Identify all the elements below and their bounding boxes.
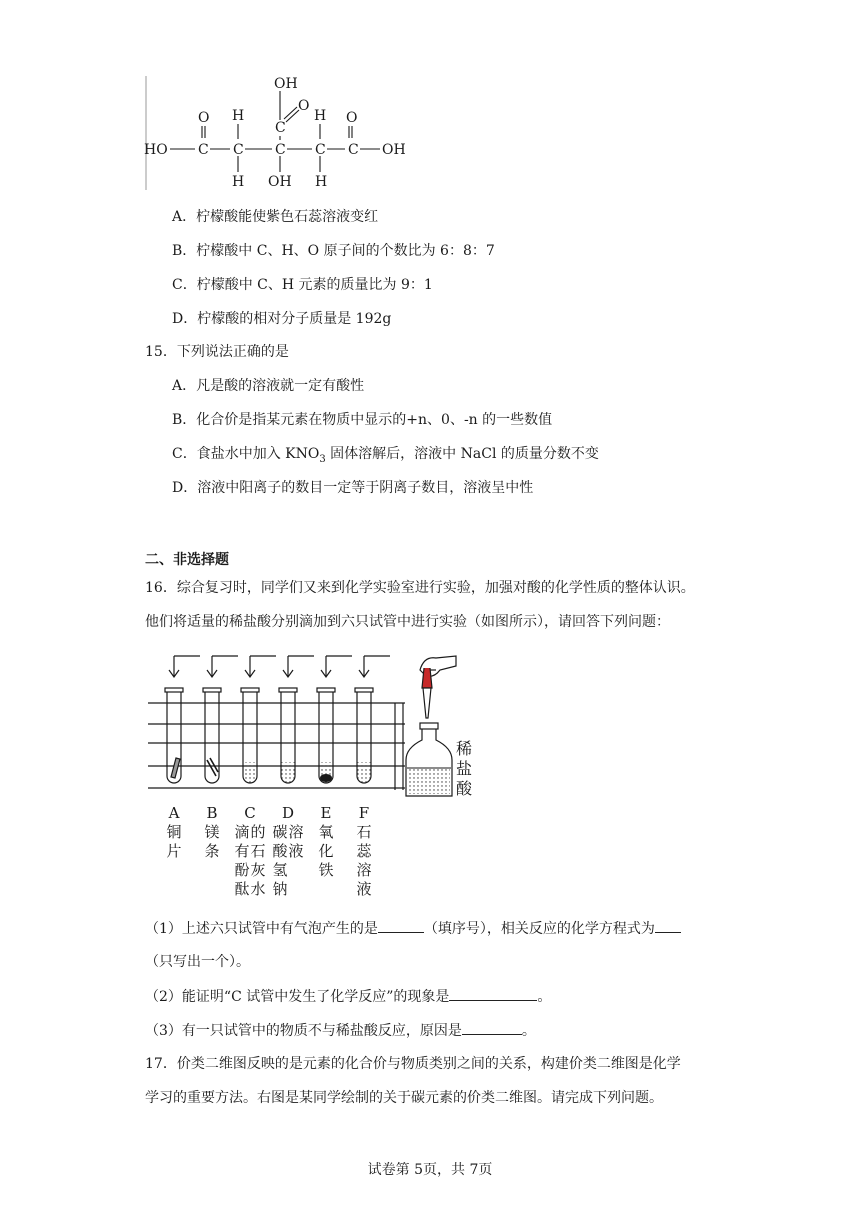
tube-label-c-char: 酞 bbox=[234, 880, 250, 898]
q16-stem-line2: 他们将适量的稀盐酸分别滴加到六只试管中进行实验（如图所示），请回答下列问题： bbox=[145, 614, 670, 630]
tube-letter-d: D bbox=[281, 804, 295, 822]
q16-sub1-mid: （填序号），相关反应的化学方程式为 bbox=[423, 921, 655, 937]
q16-sub2 bbox=[145, 986, 551, 1007]
label-o-left: O bbox=[198, 110, 210, 126]
tube-label-c-char: 灰 bbox=[250, 861, 266, 879]
label-c1: C bbox=[198, 142, 209, 158]
q16-sub1-blank1[interactable] bbox=[378, 918, 424, 933]
label-h1-bottom: H bbox=[232, 174, 245, 190]
tube-label-f-char: 溶 bbox=[356, 861, 372, 879]
bottle-label-char: 盐 bbox=[455, 759, 473, 778]
q14-option-d: D．柠檬酸的相对分子质量是 192g bbox=[172, 311, 392, 327]
test-tube-c bbox=[241, 688, 259, 783]
q15-stem: 15．下列说法正确的是 bbox=[145, 344, 289, 360]
tube-label-d-char: 酸 bbox=[272, 842, 288, 860]
label-o-top: O bbox=[298, 98, 310, 114]
q16-stem-line1: 16．综合复习时，同学们又来到化学实验室进行实验，加强对酸的化学性质的整体认识。 bbox=[145, 580, 695, 596]
test-tube-a bbox=[165, 688, 183, 783]
q15-option-b: B．化合价是指某元素在物质中显示的+n、0、-n 的一些数值 bbox=[172, 412, 553, 428]
label-h2-bottom: H bbox=[315, 174, 328, 190]
label-oh-right: OH bbox=[382, 142, 406, 158]
q15-option-c-post: 固体溶解后，溶液中 NaCl 的质量分数不变 bbox=[325, 446, 599, 462]
tube-label-d-char: 碳 bbox=[272, 823, 288, 841]
tube-label-d-char: 溶 bbox=[288, 823, 304, 841]
test-tube-b bbox=[203, 688, 221, 783]
tube-letter-b: B bbox=[206, 804, 218, 822]
q16-sub1-pre: （1）上述六只试管中有气泡产生的是 bbox=[145, 921, 378, 937]
q16-sub1-blank2[interactable] bbox=[655, 918, 681, 933]
label-c3: C bbox=[275, 142, 286, 158]
test-tube-experiment-figure bbox=[140, 648, 480, 900]
tube-label-c-char: 滴 bbox=[234, 823, 250, 841]
test-tube-e bbox=[317, 688, 335, 783]
label-h2-top: H bbox=[314, 108, 327, 124]
tube-letter-a: A bbox=[168, 804, 180, 822]
citric-acid-structure bbox=[140, 70, 430, 194]
label-oh-top: OH bbox=[274, 76, 298, 92]
q16-sub3-pre: （3）有一只试管中的物质不与稀盐酸反应，原因是 bbox=[145, 1023, 462, 1039]
tube-letter-e: E bbox=[320, 804, 332, 822]
hand-dropper-icon bbox=[420, 656, 456, 718]
tube-label-e-char: 氧 bbox=[318, 823, 334, 841]
tube-label-a-char: 片 bbox=[166, 842, 182, 860]
tube-label-c-char: 的 bbox=[250, 823, 266, 841]
label-ho-left: HO bbox=[144, 142, 168, 158]
tube-label-d-char: 钠 bbox=[272, 880, 288, 898]
bottle-label-char: 酸 bbox=[455, 779, 473, 798]
q17-line1: 17．价类二维图反映的是元素的化合价与物质类别之间的关系，构建价类二维图是化学 bbox=[145, 1056, 681, 1072]
q15-option-c-sub: 3 bbox=[319, 453, 326, 465]
q16-sub2-pre: （2）能证明“C 试管中发生了化学反应”的现象是 bbox=[145, 989, 450, 1005]
tube-label-f-char: 液 bbox=[356, 880, 372, 898]
tube-letter-c: C bbox=[244, 804, 256, 822]
q16-sub1-line2: （只写出一个）。 bbox=[145, 954, 250, 970]
tube-label-b-char: 条 bbox=[204, 842, 220, 860]
section-title: 二、非选择题 bbox=[145, 552, 229, 568]
tube-label-e-char: 化 bbox=[318, 842, 334, 860]
tube-label-c-char: 有 bbox=[234, 842, 250, 860]
test-tube-f bbox=[355, 688, 373, 783]
q15-option-a: A．凡是酸的溶液就一定有酸性 bbox=[172, 378, 365, 394]
q16-sub2-post: 。 bbox=[537, 989, 552, 1005]
label-o-right: O bbox=[346, 110, 358, 126]
label-c5: C bbox=[348, 142, 359, 158]
tube-letter-f: F bbox=[358, 804, 370, 822]
label-c6: C bbox=[275, 120, 286, 136]
q16-sub2-blank[interactable] bbox=[449, 986, 537, 1001]
label-oh-bottom: OH bbox=[268, 174, 292, 190]
tube-label-b-char: 镁 bbox=[204, 823, 220, 841]
q14-option-c: C．柠檬酸中 C、H 元素的质量比为 9：1 bbox=[172, 277, 433, 293]
label-h1-top: H bbox=[232, 108, 245, 124]
q16-sub3-blank[interactable] bbox=[462, 1020, 522, 1035]
tube-label-a-char: 铜 bbox=[166, 823, 182, 841]
tube-label-f-char: 石 bbox=[356, 823, 372, 841]
tube-label-d-char: 液 bbox=[288, 842, 304, 860]
q14-option-b: B．柠檬酸中 C、H、O 原子间的个数比为 6：8：7 bbox=[172, 243, 495, 259]
q15-option-c-pre: C．食盐水中加入 KNO bbox=[172, 446, 320, 462]
q16-sub3 bbox=[145, 1020, 536, 1041]
tube-label-c-char: 水 bbox=[250, 880, 266, 898]
dropper-arrows bbox=[169, 656, 390, 677]
page-footer: 试卷第 5页，共 7页 bbox=[367, 1162, 493, 1178]
q14-option-a: A．柠檬酸能使紫色石蕊溶液变红 bbox=[172, 209, 379, 225]
q16-sub1-line1 bbox=[145, 918, 681, 939]
q15-option-d: D．溶液中阳离子的数目一定等于阴离子数目，溶液呈中性 bbox=[172, 480, 534, 496]
label-c4: C bbox=[315, 142, 326, 158]
q15-option-c bbox=[172, 444, 599, 470]
q16-sub3-post: 。 bbox=[521, 1023, 536, 1039]
bottle-label-char: 稀 bbox=[455, 739, 473, 758]
label-c2: C bbox=[233, 142, 244, 158]
tube-label-c-char: 酚 bbox=[234, 861, 250, 879]
dilute-hcl-bottle bbox=[406, 723, 452, 796]
tube-label-f-char: 蕊 bbox=[356, 842, 372, 860]
tube-label-c-char: 石 bbox=[250, 842, 266, 860]
test-tube-d bbox=[279, 688, 297, 783]
tube-label-d-char: 氢 bbox=[272, 861, 288, 879]
q17-line2: 学习的重要方法。右图是某同学绘制的关于碳元素的价类二维图。请完成下列问题。 bbox=[145, 1090, 663, 1106]
tube-label-e-char: 铁 bbox=[318, 861, 334, 879]
